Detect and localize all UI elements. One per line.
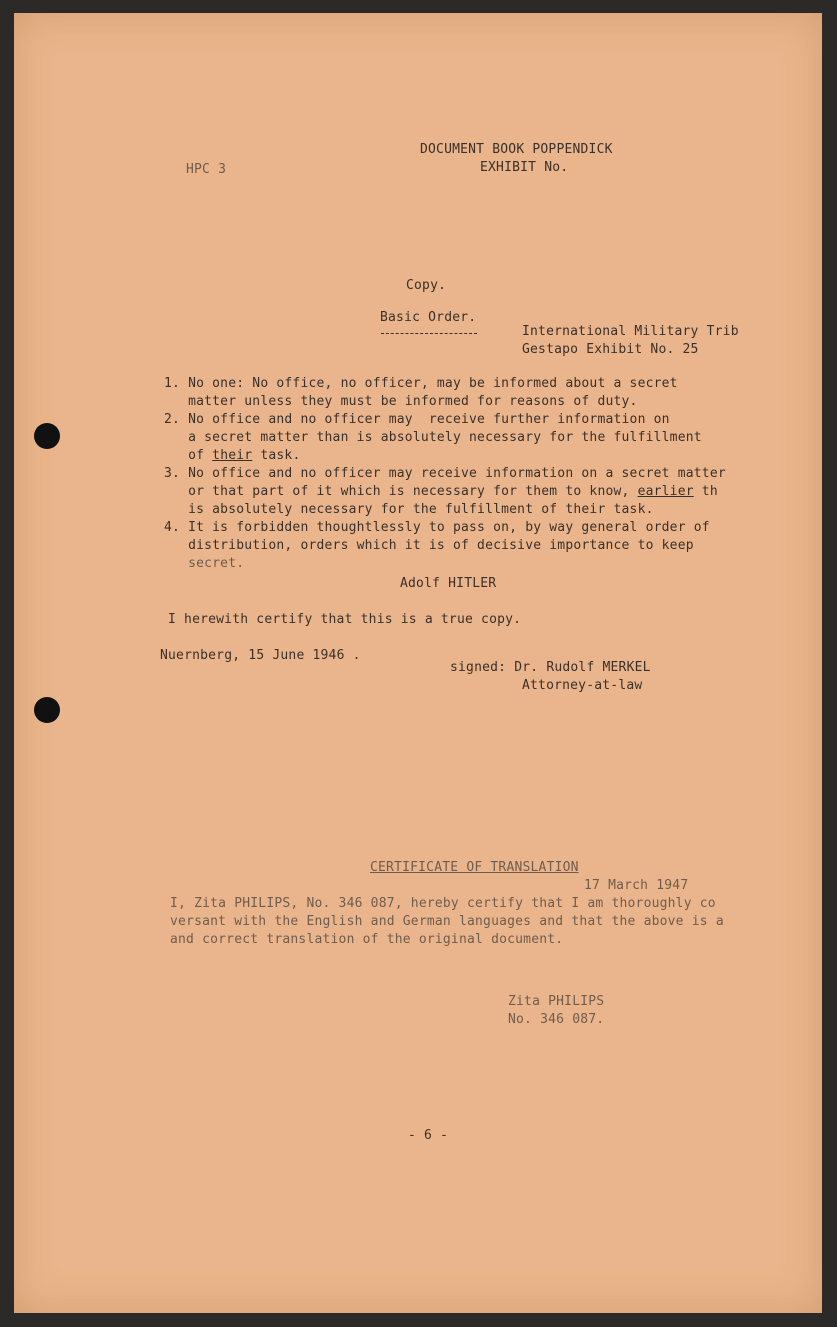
clause-3-line-1: 3. No office and no officer may receive information on a secret matter bbox=[164, 466, 726, 481]
underlined-word-their: their bbox=[212, 448, 253, 463]
exhibit-number: EXHIBIT No. bbox=[480, 160, 569, 175]
clause-4-line-3: secret. bbox=[164, 556, 245, 571]
clause-1-line-1: 1. No one: No office, no officer, may be informed about a secret bbox=[164, 376, 678, 391]
translation-date: 17 March 1947 bbox=[584, 878, 689, 893]
signatory-name: Adolf HITLER bbox=[400, 576, 497, 591]
clause-2-line-3: of their task. bbox=[164, 448, 301, 463]
certification-line: I herewith certify that this is a true copy. bbox=[168, 612, 522, 627]
translator-number: No. 346 087. bbox=[508, 1012, 605, 1027]
underlined-word-earlier: earlier bbox=[637, 484, 694, 499]
translation-text-line-1: I, Zita PHILIPS, No. 346 087, hereby certify that I am thoroughly co bbox=[170, 896, 716, 911]
clause-4-line-2: distribution, orders which it is of decisive importance to keep bbox=[164, 538, 694, 553]
tribunal-ref: International Military Trib bbox=[522, 324, 739, 339]
order-title: Basic Order. bbox=[380, 310, 477, 325]
signer-title: Attorney-at-law bbox=[522, 678, 643, 693]
copy-label: Copy. bbox=[406, 278, 447, 293]
document-page bbox=[14, 13, 822, 1313]
clause-3-line-3: is absolutely necessary for the fulfillment of their task. bbox=[164, 502, 654, 517]
book-title: DOCUMENT BOOK POPPENDICK bbox=[420, 142, 613, 157]
place-and-date: Nuernberg, 15 June 1946 . bbox=[160, 648, 361, 663]
clause-3-line-2: or that part of it which is necessary for them to know, earlier th bbox=[164, 484, 718, 499]
signed-by: signed: Dr. Rudolf MERKEL bbox=[450, 660, 651, 675]
clause-2-line-2: a secret matter than is absolutely necessary for the fulfillment bbox=[164, 430, 702, 445]
translation-certificate-heading: CERTIFICATE OF TRANSLATION bbox=[370, 860, 579, 875]
gestapo-exhibit-ref: Gestapo Exhibit No. 25 bbox=[522, 342, 699, 357]
translator-name: Zita PHILIPS bbox=[508, 994, 605, 1009]
translation-text-line-2: versant with the English and German languages and that the above is a bbox=[170, 914, 724, 929]
title-underline bbox=[381, 333, 477, 334]
clause-4-line-1: 4. It is forbidden thoughtlessly to pass on, by way general order of bbox=[164, 520, 710, 535]
punch-hole-top bbox=[34, 423, 60, 449]
document-code: HPC 3 bbox=[186, 162, 227, 177]
clause-1-line-2: matter unless they must be informed for reasons of duty. bbox=[164, 394, 638, 409]
punch-hole-bottom bbox=[34, 697, 60, 723]
page-number: - 6 - bbox=[408, 1128, 449, 1143]
clause-2-line-1: 2. No office and no officer may receive further information on bbox=[164, 412, 670, 427]
translation-text-line-3: and correct translation of the original document. bbox=[170, 932, 564, 947]
